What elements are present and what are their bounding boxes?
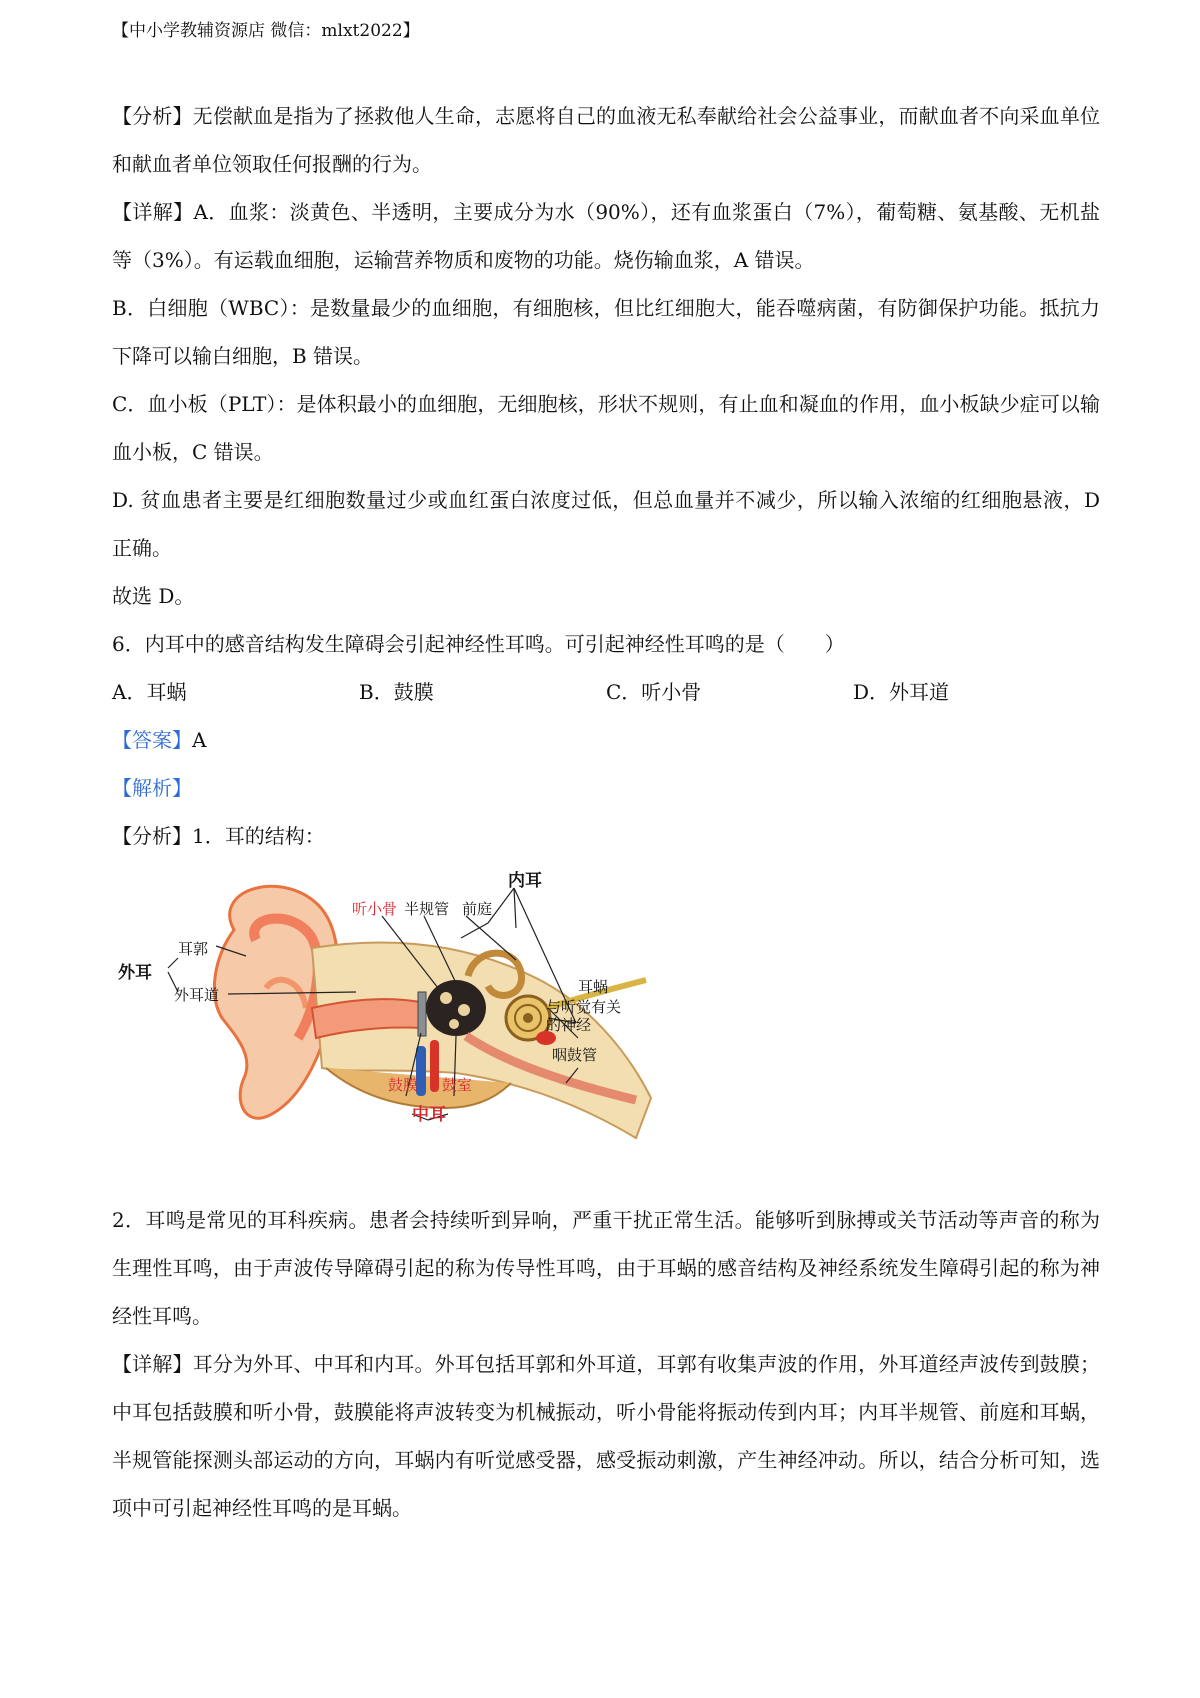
analysis-intro: 【分析】1．耳的结构： <box>112 824 325 848</box>
tinnitus-paragraph: 2．耳鸣是常见的耳科疾病。患者会持续听到异响，严重干扰正常生活。能够听到脉搏或关节活动等声音的称为生理性耳鸣，由于声波传导障碍引起的称为传导性耳鸣，由于耳蜗的感音结构及神经系统发生障碍引起的称为神经性耳鸣。 <box>112 1208 1100 1328</box>
label-vestibule: 前庭 <box>462 900 493 918</box>
final-detail-paragraph: 【详解】耳分为外耳、中耳和内耳。外耳包括耳郭和外耳道，耳郭有收集声波的作用，外耳道经声波传到鼓膜；中耳包括鼓膜和听小骨，鼓膜能将声波转变为机械振动，听小骨能将振动传到内耳；内耳半规管、前庭和耳蜗，半规管能探测头部运动的方向，耳蜗内有听觉感受器，感受振动刺激，产生神经冲动。所以，结合分析可知，选项中可引起神经性耳鸣的是耳蜗。 <box>112 1352 1100 1520</box>
label-auditory-nerve: 与听觉有关的神经 <box>546 998 622 1034</box>
question-stem: 6．内耳中的感音结构发生障碍会引起神经性耳鸣。可引起神经性耳鸣的是（ ） <box>112 632 845 656</box>
label-ossicles: 听小骨 <box>352 900 398 918</box>
label-auricle: 耳郭 <box>178 940 209 958</box>
document-body <box>112 92 1100 1532</box>
detail-paragraph-b: B．白细胞（WBC）：是数量最少的血细胞，有细胞核，但比红细胞大，能吞噬病菌，有防御保护功能。抵抗力下降可以输白细胞，B 错误。 <box>112 296 1100 368</box>
label-eardrum: 鼓膜 <box>388 1076 419 1094</box>
eardrum-shape <box>418 992 426 1036</box>
conclusion-paragraph: 故选 D。 <box>112 584 195 608</box>
label-cochlea: 耳蜗 <box>578 978 609 996</box>
option-c: C．听小骨 <box>606 680 702 704</box>
answer-line <box>112 716 1100 764</box>
answer-tag: 【答案】 <box>112 728 192 752</box>
analysis-paragraph: 【分析】无偿献血是指为了拯救他人生命，志愿将自己的血液无私奉献给社会公益事业，而献血者不向采血单位和献血者单位领取任何报酬的行为。 <box>112 104 1100 176</box>
analysis-tag: 【解析】 <box>112 776 192 800</box>
label-middle-ear: 中耳 <box>412 1105 446 1125</box>
answer-value: A <box>192 728 207 752</box>
ear-structure-figure <box>116 868 676 1168</box>
label-semicircular-canals: 半规管 <box>404 900 450 918</box>
label-eustachian-tube: 咽鼓管 <box>552 1046 598 1064</box>
temporal-bone <box>312 942 651 1138</box>
question-options <box>112 668 1100 716</box>
detail-paragraph-c: C．血小板（PLT）：是体积最小的血细胞，无细胞核，形状不规则，有止血和凝血的作用，血小板缺少症可以输血小板，C 错误。 <box>112 392 1100 464</box>
option-b: B．鼓膜 <box>359 680 434 704</box>
option-d: D．外耳道 <box>853 680 950 704</box>
detail-paragraph-d: D. 贫血患者主要是红细胞数量过少或血红蛋白浓度过低，但总血量并不减少，所以输入浓缩的红细胞悬液，D 正确。 <box>112 488 1100 560</box>
label-outer-ear: 外耳 <box>118 963 152 983</box>
page-header: 【中小学教辅资源店 微信：mlxt2022】 <box>112 21 420 41</box>
label-ear-canal: 外耳道 <box>174 986 220 1004</box>
detail-paragraph-a: 【详解】A．血浆：淡黄色、半透明，主要成分为水（90%），还有血浆蛋白（7%），葡萄糖、氨基酸、无机盐等（3%）。有运载血细胞，运输营养物质和废物的功能。烧伤输血浆，A 错误。 <box>112 200 1100 272</box>
label-inner-ear: 内耳 <box>508 871 542 891</box>
option-a: A．耳蜗 <box>112 680 187 704</box>
label-tympanic-cavity: 鼓室 <box>442 1076 473 1094</box>
